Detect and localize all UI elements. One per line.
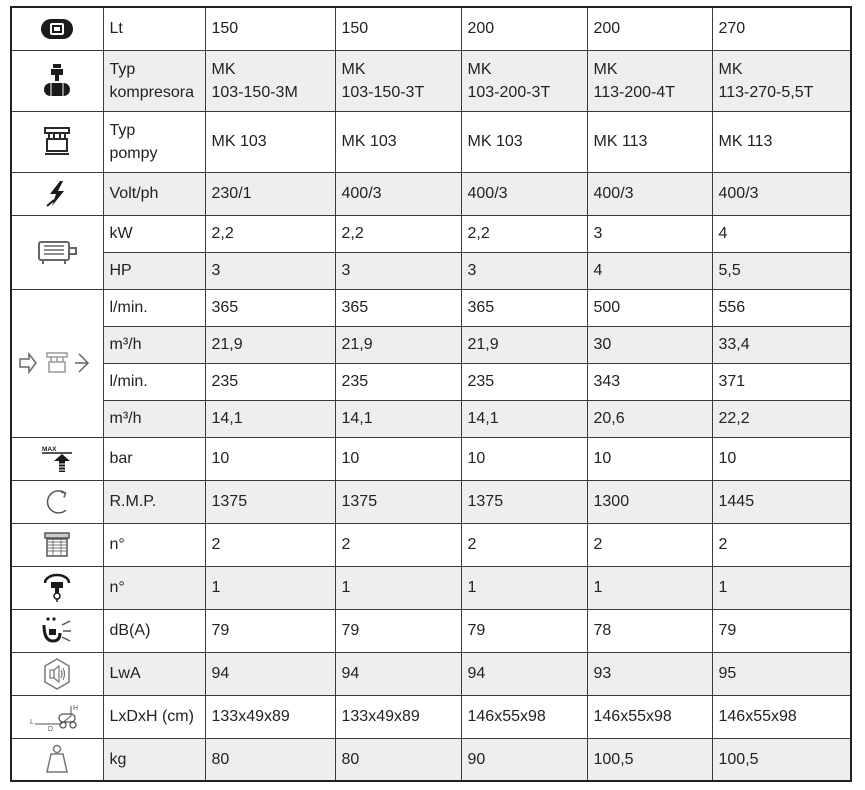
value-line: MK (593, 60, 618, 78)
value-cell: 79 (335, 609, 461, 652)
row-label: bar (103, 437, 205, 480)
table-row (11, 523, 851, 566)
value-cell: 146x55x98 (587, 695, 712, 738)
value-cell: MK 103 (205, 111, 335, 172)
table-row (11, 172, 851, 215)
value-cell: 2 (335, 523, 461, 566)
value-cell: 3 (205, 252, 335, 289)
value-cell: 3 (461, 252, 587, 289)
stage-icon (40, 572, 74, 604)
value-line: 103-150-3M (211, 83, 298, 101)
value-cell: 371 (712, 363, 851, 400)
row-label: kg (103, 738, 205, 781)
dimensions-icon-label-d: D (48, 725, 54, 732)
value-cell: 1375 (461, 480, 587, 523)
value-cell: 10 (205, 437, 335, 480)
table-row (11, 437, 851, 480)
value-cell: 78 (587, 609, 712, 652)
row-label: R.M.P. (103, 480, 205, 523)
value-cell: 100,5 (587, 738, 712, 781)
value-cell: 133x49x89 (335, 695, 461, 738)
table-row (11, 289, 851, 326)
motor-icon (35, 236, 79, 268)
value-cell: 2 (587, 523, 712, 566)
value-cell: MK 113 (712, 111, 851, 172)
table-row (11, 252, 851, 289)
value-cell: 2 (205, 523, 335, 566)
row-label: n° (103, 523, 205, 566)
value-cell: 21,9 (335, 326, 461, 363)
value-cell: 365 (335, 289, 461, 326)
value-cell: MK 103 (335, 111, 461, 172)
table-row (11, 480, 851, 523)
value-cell: 400/3 (335, 172, 461, 215)
table-row (11, 738, 851, 781)
value-line: 113-270-5,5T (718, 83, 814, 101)
value-cell: 1 (587, 566, 712, 609)
icon-cell (11, 289, 103, 437)
value-cell: 400/3 (587, 172, 712, 215)
value-cell: 150 (205, 7, 335, 50)
value-cell: 21,9 (205, 326, 335, 363)
dimensions-icon-label-l: L (30, 718, 35, 726)
row-label: m³/h (103, 400, 205, 437)
value-cell (587, 50, 712, 111)
value-cell: 95 (712, 652, 851, 695)
value-cell: 100,5 (712, 738, 851, 781)
value-cell: 1375 (335, 480, 461, 523)
row-label-line: Typ (109, 121, 136, 139)
value-cell: 79 (205, 609, 335, 652)
value-cell: MK 113 (587, 111, 712, 172)
row-label-line: pompy (109, 144, 158, 162)
value-cell: 400/3 (461, 172, 587, 215)
noise-level-icon (40, 615, 74, 647)
electric-power-icon (43, 179, 71, 209)
value-cell: 93 (587, 652, 712, 695)
value-cell: 14,1 (461, 400, 587, 437)
icon-cell (11, 652, 103, 695)
value-cell: 146x55x98 (461, 695, 587, 738)
value-cell: 2,2 (335, 215, 461, 252)
value-cell: 94 (461, 652, 587, 695)
value-cell: 150 (335, 7, 461, 50)
row-label: n° (103, 566, 205, 609)
value-cell: 200 (587, 7, 712, 50)
value-cell: 343 (587, 363, 712, 400)
table-row (11, 50, 851, 111)
value-cell: 4 (712, 215, 851, 252)
max-pressure-icon-text: MAX (42, 445, 57, 453)
row-label: m³/h (103, 326, 205, 363)
value-line: MK (718, 60, 743, 78)
sound-power-icon (40, 657, 74, 691)
spec-table (10, 6, 852, 782)
value-cell: 270 (712, 7, 851, 50)
value-cell: 80 (335, 738, 461, 781)
value-cell: 230/1 (205, 172, 335, 215)
value-cell: 33,4 (712, 326, 851, 363)
value-cell: 2 (712, 523, 851, 566)
value-cell: 146x55x98 (712, 695, 851, 738)
icon-cell (11, 7, 103, 50)
dimensions-icon (27, 702, 87, 732)
row-label: HP (103, 252, 205, 289)
table-row (11, 609, 851, 652)
row-label (103, 50, 205, 111)
value-cell: 94 (335, 652, 461, 695)
row-label-line: kompresora (109, 83, 194, 101)
table-row (11, 7, 851, 50)
tank-volume-icon (39, 16, 75, 42)
value-cell (205, 50, 335, 111)
air-flow-icon (17, 348, 97, 378)
value-cell: 200 (461, 7, 587, 50)
value-cell: 2 (461, 523, 587, 566)
max-pressure-icon (40, 444, 74, 474)
value-cell (712, 50, 851, 111)
row-label: Volt/ph (103, 172, 205, 215)
value-line: MK (467, 60, 492, 78)
value-cell: 79 (461, 609, 587, 652)
value-cell: 365 (461, 289, 587, 326)
row-label: l/min. (103, 363, 205, 400)
value-cell: 235 (335, 363, 461, 400)
compressor-icon (40, 61, 74, 101)
value-cell (461, 50, 587, 111)
dimensions-icon-label-h: H (73, 704, 79, 712)
icon-cell (11, 172, 103, 215)
value-cell: 10 (587, 437, 712, 480)
value-cell: 10 (335, 437, 461, 480)
row-label: Lt (103, 7, 205, 50)
value-cell (335, 50, 461, 111)
icon-cell (11, 609, 103, 652)
table-row (11, 400, 851, 437)
value-cell: 133x49x89 (205, 695, 335, 738)
value-cell: 1 (205, 566, 335, 609)
value-cell: 1 (335, 566, 461, 609)
cylinder-icon (40, 530, 74, 560)
value-line: MK (211, 60, 236, 78)
value-cell: 1 (712, 566, 851, 609)
value-line: 103-150-3T (341, 83, 425, 101)
value-cell: 4 (587, 252, 712, 289)
value-cell: 14,1 (205, 400, 335, 437)
table-row (11, 326, 851, 363)
value-cell: 556 (712, 289, 851, 326)
row-label: dB(A) (103, 609, 205, 652)
table-row (11, 695, 851, 738)
icon-cell (11, 50, 103, 111)
row-label: l/min. (103, 289, 205, 326)
table-row (11, 215, 851, 252)
icon-cell (11, 523, 103, 566)
value-cell: 1300 (587, 480, 712, 523)
value-cell: 90 (461, 738, 587, 781)
icon-cell (11, 437, 103, 480)
value-cell: 2,2 (205, 215, 335, 252)
row-label: LwA (103, 652, 205, 695)
value-line: 103-200-3T (467, 83, 551, 101)
value-cell: 2,2 (461, 215, 587, 252)
value-cell: 10 (712, 437, 851, 480)
value-cell: 21,9 (461, 326, 587, 363)
icon-cell (11, 566, 103, 609)
value-cell: 10 (461, 437, 587, 480)
value-cell: 3 (335, 252, 461, 289)
value-cell: 235 (205, 363, 335, 400)
value-cell: 79 (712, 609, 851, 652)
table-row (11, 566, 851, 609)
value-cell: 365 (205, 289, 335, 326)
value-cell: 400/3 (712, 172, 851, 215)
value-cell: MK 103 (461, 111, 587, 172)
pump-icon (40, 125, 74, 159)
value-line: MK (341, 60, 366, 78)
value-cell: 94 (205, 652, 335, 695)
value-cell: 20,6 (587, 400, 712, 437)
value-cell: 500 (587, 289, 712, 326)
table-row (11, 111, 851, 172)
value-cell: 3 (587, 215, 712, 252)
value-cell: 14,1 (335, 400, 461, 437)
icon-cell (11, 738, 103, 781)
row-label: kW (103, 215, 205, 252)
value-cell: 1445 (712, 480, 851, 523)
weight-icon (42, 743, 72, 775)
icon-cell (11, 480, 103, 523)
table-row (11, 363, 851, 400)
value-cell: 80 (205, 738, 335, 781)
value-cell: 235 (461, 363, 587, 400)
row-label (103, 111, 205, 172)
value-cell: 30 (587, 326, 712, 363)
icon-cell (11, 215, 103, 289)
value-cell: 5,5 (712, 252, 851, 289)
value-cell: 22,2 (712, 400, 851, 437)
rotation-icon (41, 486, 73, 518)
value-cell: 1375 (205, 480, 335, 523)
value-cell: 1 (461, 566, 587, 609)
row-label: LxDxH (cm) (103, 695, 205, 738)
table-row (11, 652, 851, 695)
icon-cell (11, 111, 103, 172)
icon-cell (11, 695, 103, 738)
row-label-line: Typ (109, 60, 136, 78)
value-line: 113-200-4T (593, 83, 676, 101)
